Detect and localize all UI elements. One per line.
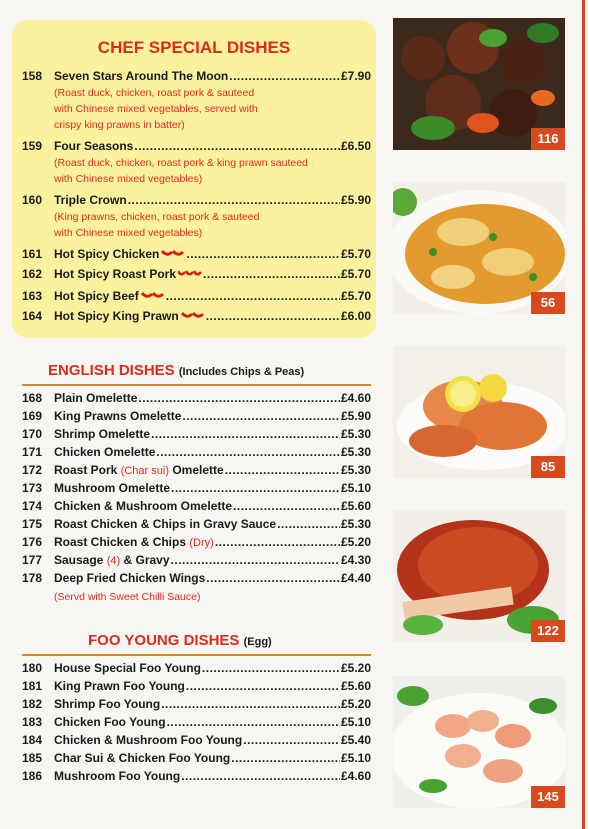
- menu-item-186: 186 Mushroom Foo Young ..... £4.60: [22, 768, 371, 785]
- chef-special-heading: CHEF SPECIAL DISHES: [97, 38, 291, 57]
- item-description: with Chinese mixed vegetables, served with: [54, 103, 258, 115]
- menu-item-184: 184 Chicken & Mushroom Foo Young ..... £5.40: [22, 732, 371, 749]
- chili-pepper-icon: [141, 290, 165, 300]
- dish-photo-116: [393, 18, 565, 150]
- dish-photo-85: [393, 346, 565, 478]
- chili-pepper-icon: [161, 248, 185, 258]
- section-divider: [22, 654, 371, 656]
- dish-number-badge: 85: [531, 456, 565, 478]
- item-description: crispy king prawns in batter): [54, 119, 185, 131]
- menu-item-183: 183 Chicken Foo Young ..... £5.10: [22, 714, 371, 731]
- foo-young-heading: FOO YOUNG DISHES (Egg): [88, 632, 272, 649]
- dish-photo-145: [393, 676, 565, 808]
- dish-number-badge: 122: [531, 620, 565, 642]
- item-description: with Chinese mixed vegetables): [54, 227, 203, 239]
- menu-item-172: 172 Roast Pork (Char sui) Omelette ..... £5.30: [22, 462, 371, 479]
- menu-item-158: 158 Seven Stars Around The Moon ..... £7.90: [22, 68, 371, 85]
- english-dishes-heading: ENGLISH DISHES (Includes Chips & Peas): [48, 362, 305, 379]
- menu-item-182: 182 Shrimp Foo Young ..... £5.20: [22, 696, 371, 713]
- dish-number-badge: 145: [531, 786, 565, 808]
- section-divider: [22, 384, 371, 386]
- item-description: (King prawns, chicken, roast pork & sauteed: [54, 211, 260, 223]
- menu-item-163: 163 Hot Spicy Beef ..... £5.70: [22, 288, 371, 305]
- page-edge-stripe: [582, 0, 585, 829]
- menu-item-173: 173 Mushroom Omelette ..... £5.10: [22, 480, 371, 497]
- menu-item-168: 168 Plain Omelette ..... £4.60: [22, 390, 371, 407]
- menu-item-171: 171 Chicken Omelette ..... £5.30: [22, 444, 371, 461]
- dish-photo-122: [393, 510, 565, 642]
- english-dishes-subheading: (Includes Chips & Peas): [178, 366, 305, 378]
- menu-item-174: 174 Chicken & Mushroom Omelette ..... £5.60: [22, 498, 371, 515]
- menu-item-162: 162 Hot Spicy Roast Pork ..... £5.70: [22, 266, 371, 283]
- menu-item-178: 178 Deep Fried Chicken Wings ..... £4.40: [22, 570, 371, 587]
- item-description: (Roast duck, chicken, roast pork & king prawn sauteed: [54, 157, 308, 169]
- menu-item-177: 177 Sausage (4) & Gravy ..... £4.30: [22, 552, 371, 569]
- menu-item-160: 160 Triple Crown ..... £5.90: [22, 192, 371, 209]
- menu-item-159: 159 Four Seasons ..... £6.50: [22, 138, 371, 155]
- menu-item-161: 161 Hot Spicy Chicken ..... £5.70: [22, 246, 371, 263]
- item-description: (Roast duck, chicken, roast pork & sauteed: [54, 87, 255, 99]
- menu-item-180: 180 House Special Foo Young ..... £5.20: [22, 660, 371, 677]
- menu-item-181: 181 King Prawn Foo Young ..... £5.60: [22, 678, 371, 695]
- foo-young-subheading: (Egg): [243, 636, 272, 648]
- chili-pepper-icon: [181, 310, 205, 320]
- menu-item-169: 169 King Prawns Omelette ..... £5.90: [22, 408, 371, 425]
- item-description: (Servd with Sweet Chilli Sauce): [54, 591, 201, 603]
- chili-pepper-icon: [178, 268, 202, 278]
- menu-item-164: 164 Hot Spicy King Prawn ..... £6.00: [22, 308, 371, 325]
- item-description: with Chinese mixed vegetables): [54, 173, 203, 185]
- menu-item-185: 185 Char Sui & Chicken Foo Young ..... £5.10: [22, 750, 371, 767]
- menu-item-176: 176 Roast Chicken & Chips (Dry) ..... £5.20: [22, 534, 371, 551]
- menu-item-175: 175 Roast Chicken & Chips in Gravy Sauce ..... £5.30: [22, 516, 371, 533]
- dish-photo-56: [393, 182, 565, 314]
- menu-item-170: 170 Shrimp Omelette ..... £5.30: [22, 426, 371, 443]
- dish-number-badge: 56: [531, 292, 565, 314]
- dish-number-badge: 116: [531, 128, 565, 150]
